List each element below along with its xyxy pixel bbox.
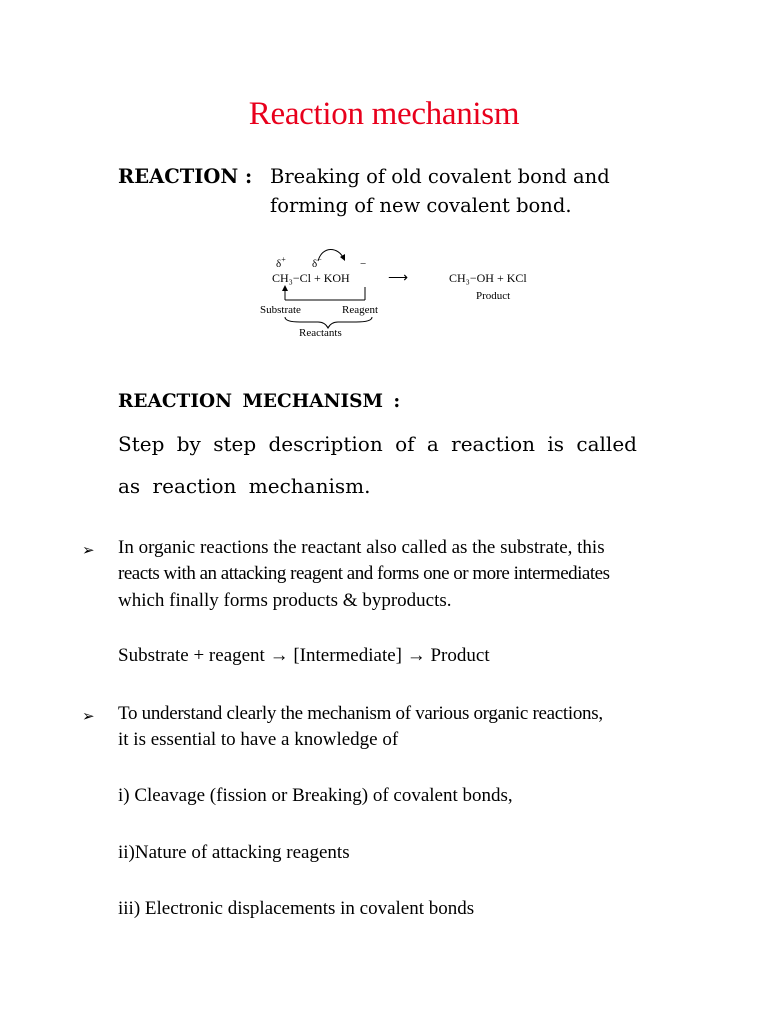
reaction-definition-line-2: forming of new covalent bond. <box>270 194 572 217</box>
list-item-1: i) Cleavage (fission or Breaking) of covalent bonds, <box>118 785 513 806</box>
bullet-1-line-2: reacts with an attacking reagent and forms one or more intermediates <box>118 563 610 584</box>
substrate-pointer-arrow <box>282 285 288 291</box>
reaction-diagram <box>0 245 768 345</box>
bullet-1-line-1: In organic reactions the reactant also called as the substrate, this <box>118 537 605 558</box>
electron-arrow-head <box>340 254 345 261</box>
mechanism-definition-line-2: as reaction mechanism. <box>118 474 371 498</box>
bullet-marker-1: ➢ <box>82 541 95 559</box>
bullet-2-line-1: To understand clearly the mechanism of various organic reactions, <box>118 703 603 724</box>
product-label: Product <box>476 290 511 302</box>
mechanism-definition-line-1: Step by step description of a reaction is called <box>118 432 637 456</box>
reaction-definition-line-1: Breaking of old covalent bond and <box>270 165 610 188</box>
mechanism-heading: REACTION MECHANISM : <box>118 391 401 412</box>
bullet-2-line-2: it is essential to have a knowledge of <box>118 729 399 750</box>
delta-minus-symbol: δ− <box>312 255 322 270</box>
list-item-3: iii) Electronic displacements in covalent bonds <box>118 898 475 919</box>
reactants-label: Reactants <box>299 327 342 339</box>
substrate-label: Substrate <box>260 304 301 316</box>
electron-arrow-curve <box>318 249 344 261</box>
reagent-label: Reagent <box>342 304 379 316</box>
product-formula: CH₃−OH + KCl <box>449 271 527 285</box>
list-item-2: ii)Nature of attacking reagents <box>118 842 350 863</box>
reaction-arrow: ⟶ <box>388 271 409 286</box>
hydroxide-minus-sign: − <box>360 258 367 270</box>
bullet-marker-2: ➢ <box>82 707 95 725</box>
page-title: Reaction mechanism <box>248 96 520 132</box>
delta-plus-symbol: δ+ <box>276 255 286 270</box>
reaction-equation: Substrate + reagent → [Intermediate] → Product <box>118 645 490 666</box>
substrate-formula: CH₃−Cl + KOH <box>272 271 350 285</box>
reaction-label: REACTION : <box>118 165 253 188</box>
bullet-1-line-3: which finally forms products & byproducts. <box>118 590 452 611</box>
